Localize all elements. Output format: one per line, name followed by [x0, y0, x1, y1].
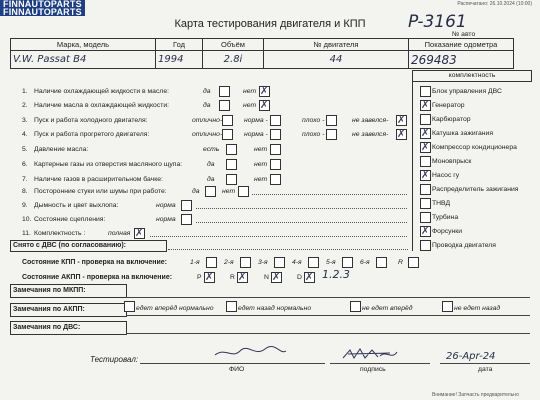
akpp-forward-ok-checkbox[interactable]: [124, 301, 135, 312]
header-value-volume: 2.8i: [203, 51, 264, 69]
q1-yes-checkbox[interactable]: [219, 86, 230, 97]
q4-opt-nostart: не завелся-: [352, 131, 389, 138]
kpp-gear-r: R: [398, 259, 403, 266]
date-label: дата: [478, 366, 493, 373]
remark-dvs-label: Замечания по ДВС:: [13, 324, 81, 331]
kpp-gear-2-checkbox[interactable]: [240, 257, 251, 268]
q5-opt-yes: есть: [203, 146, 220, 153]
q5-text: Давление масла:: [34, 146, 89, 153]
header-value-model: V.W. Passat B4: [11, 51, 156, 69]
component-checkbox-ecu[interactable]: [420, 86, 431, 97]
remark-akpp-label: Замечания по АКПП:: [13, 306, 85, 313]
q8-opt-no: нет: [222, 188, 236, 195]
komplektnost-header: комплектность: [412, 70, 532, 82]
q1-text: Наличие охлаждающей жидкости в масле:: [34, 88, 169, 95]
remark-akpp-line: [126, 315, 530, 316]
q3-text: Пуск и работа холодного двигателя:: [34, 117, 148, 124]
q5-no-checkbox[interactable]: [270, 144, 281, 155]
component-label-ignition-coil: Катушка зажигания: [432, 130, 494, 137]
component-label-injectors: Форсунки: [432, 228, 463, 235]
check-mark-icon: ✗: [135, 228, 144, 239]
remark-akpp-box: [10, 303, 127, 317]
q6-opt-no: нет: [254, 161, 268, 168]
akpp-forward-ok-label: едет вперёд нормально: [136, 305, 214, 312]
q11-num: 11.: [22, 230, 31, 237]
fio-line[interactable]: [140, 363, 325, 364]
handwritten-vehicle-number: P-3161: [408, 12, 467, 32]
remark-mkpp-box: [10, 284, 127, 298]
q7-opt-yes: да: [207, 176, 215, 183]
component-checkbox-ac-compressor[interactable]: [420, 142, 431, 153]
q8-num: 8.: [22, 188, 28, 195]
akpp-gear-p: P: [197, 274, 202, 281]
akpp-no-forward-checkbox[interactable]: [350, 301, 361, 312]
q2-text: Наличие масла в охлаждающей жидкости:: [34, 102, 169, 109]
fio-label: ФИО: [229, 366, 245, 373]
q3-bad-checkbox[interactable]: [326, 115, 337, 126]
q9-num: 9.: [22, 202, 28, 209]
akpp-no-reverse-label: не едет назад: [454, 305, 501, 312]
akpp-no-reverse-checkbox[interactable]: [442, 301, 453, 312]
q8-text: Посторонние стуки или шумы при работе:: [34, 188, 167, 195]
q5-opt-no: нет: [254, 146, 268, 153]
q7-text: Наличие газов в расширительном бачке:: [34, 176, 163, 183]
date-value: 26-Apr-24: [446, 351, 496, 362]
kpp-label: Состояние КПП - проверка на включение:: [22, 259, 167, 266]
q1-no-checkbox[interactable]: [259, 86, 270, 97]
q6-opt-yes: да: [207, 161, 215, 168]
akpp-gear-r-checkbox[interactable]: [237, 272, 248, 283]
signature-image: [340, 344, 400, 364]
q8-dotted-line: [252, 194, 407, 195]
q2-yes-checkbox[interactable]: [219, 100, 230, 111]
q4-bad-checkbox[interactable]: [326, 129, 337, 140]
print-stamp: Распечатано: 26.10.2024 (10:00): [457, 1, 532, 7]
q9-opt-normal: норма: [156, 202, 176, 209]
remark-dvs-box: [10, 321, 127, 335]
q5-num: 5.: [22, 146, 28, 153]
component-label-carburetor: Карбюратор: [432, 116, 471, 123]
component-label-generator: Генератор: [432, 102, 465, 109]
component-label-ecu: Блок управления ДВС: [432, 88, 502, 95]
component-label-distributor: Распределитель зажигания: [432, 186, 519, 193]
right-panel-border: [412, 81, 413, 251]
q11-opt-full: полная: [108, 230, 131, 237]
component-label-mono-injection: Моновпрыск: [432, 158, 472, 165]
check-mark-icon: ✗: [421, 226, 430, 237]
check-mark-icon: ✗: [421, 128, 430, 139]
q10-num: 10.: [22, 216, 32, 223]
company-logo: FINNAUTOPARTS FINNAUTOPARTS: [0, 0, 85, 16]
component-label-ac-compressor: Компрессор кондиционера: [432, 144, 517, 151]
date-line[interactable]: [440, 363, 530, 364]
header-label-year: Год: [156, 39, 203, 51]
q3-num: 3.: [22, 117, 28, 124]
q8-opt-yes: да: [192, 188, 200, 195]
tested-label: Тестировал:: [90, 355, 139, 364]
kpp-gear-3-checkbox[interactable]: [274, 257, 285, 268]
q3-normal-checkbox[interactable]: [270, 115, 281, 126]
q7-opt-no: нет: [254, 176, 268, 183]
remark-dvs-line[interactable]: [126, 333, 530, 334]
component-checkbox-turbo[interactable]: [420, 212, 431, 223]
component-checkbox-wiring[interactable]: [420, 240, 431, 251]
akpp-no-forward-label: не едет вперёд: [362, 305, 413, 312]
q10-text: Состояние сцепления:: [34, 216, 106, 223]
component-label-wiring: Проводка двигателя: [432, 242, 496, 249]
header-label-engine-no: № двигателя: [264, 39, 409, 51]
component-checkbox-carburetor[interactable]: [420, 114, 431, 125]
component-checkbox-ignition-coil[interactable]: [420, 128, 431, 139]
q10-dotted-line: [196, 222, 407, 223]
q4-opt-bad: плохо -: [302, 131, 325, 138]
component-checkbox-injectors[interactable]: [420, 226, 431, 237]
component-checkbox-tnvd[interactable]: [420, 198, 431, 209]
q10-normal-checkbox[interactable]: [181, 214, 192, 225]
q3-excellent-checkbox[interactable]: [222, 115, 233, 126]
q9-dotted-line: [196, 208, 407, 209]
akpp-label: Состояние АКПП - проверка на включение:: [22, 274, 173, 281]
q4-excellent-checkbox[interactable]: [222, 129, 233, 140]
header-value-year: 1994: [156, 51, 203, 69]
q7-num: 7.: [22, 176, 28, 183]
check-mark-icon: ✗: [272, 272, 281, 283]
kpp-gear-2: 2-я: [224, 259, 234, 266]
akpp-gear-d-checkbox[interactable]: [304, 272, 315, 283]
q1-opt-yes: да: [203, 88, 211, 95]
q11-dotted-line: [150, 236, 407, 237]
q3-opt-nostart: не завелся-: [352, 117, 389, 124]
component-label-tnvd: ТНВД: [432, 200, 451, 207]
check-mark-icon: ✗: [260, 100, 269, 111]
check-mark-icon: ✗: [421, 142, 430, 153]
q4-nostart-checkbox[interactable]: [396, 129, 407, 140]
akpp-gear-d: D: [297, 274, 302, 281]
component-label-ps-pump: Насос гу: [432, 172, 460, 179]
removed-label: Снято с ДВС (по согласованию):: [13, 242, 127, 249]
no-auto-label: № авто: [452, 31, 476, 38]
component-checkbox-ps-pump[interactable]: [420, 170, 431, 181]
q2-num: 2.: [22, 102, 28, 109]
kpp-gear-r-checkbox[interactable]: [408, 257, 419, 268]
q8-no-checkbox[interactable]: [238, 186, 249, 197]
removed-label-box: [10, 240, 167, 252]
akpp-reverse-ok-checkbox[interactable]: [226, 301, 237, 312]
header-label-odometer: Показание одометра: [409, 39, 514, 51]
q9-normal-checkbox[interactable]: [181, 200, 192, 211]
kpp-gear-6-checkbox[interactable]: [376, 257, 387, 268]
q4-normal-checkbox[interactable]: [270, 129, 281, 140]
footer-note: Внимание! Запчасть предварительно: [432, 392, 519, 398]
check-mark-icon: ✗: [305, 272, 314, 283]
akpp-gear-n-checkbox[interactable]: [271, 272, 282, 283]
header-label-volume: Объём: [203, 39, 264, 51]
check-mark-icon: ✗: [421, 170, 430, 181]
q6-num: 6.: [22, 161, 28, 168]
q3-nostart-checkbox[interactable]: [396, 115, 407, 126]
check-mark-icon: ✗: [205, 272, 214, 283]
header-value-odometer: 269483: [409, 51, 514, 69]
q3-opt-excellent: отлично-: [192, 117, 223, 124]
q11-full-checkbox[interactable]: [134, 228, 145, 239]
q4-text: Пуск и работа прогретого двигателя:: [34, 131, 150, 138]
q10-opt-normal: норма: [156, 216, 176, 223]
component-checkbox-generator[interactable]: [420, 100, 431, 111]
akpp-reverse-ok-label: едет назад нормально: [238, 305, 312, 312]
check-mark-icon: ✗: [397, 129, 406, 140]
kpp-gear-1-checkbox[interactable]: [206, 257, 217, 268]
q4-opt-excellent: отлично-: [192, 131, 223, 138]
q6-text: Картерные газы из отверстия масляного щупа:: [34, 161, 183, 168]
q3-opt-normal: норма -: [244, 117, 268, 124]
check-mark-icon: ✗: [397, 115, 406, 126]
component-checkbox-mono-injection[interactable]: [420, 156, 431, 167]
q1-opt-no: нет: [243, 88, 257, 95]
signature-label: подпись: [360, 366, 386, 373]
removed-dotted-line: [168, 249, 408, 250]
q4-opt-normal: норма -: [244, 131, 268, 138]
kpp-gear-1: 1-я: [190, 259, 200, 266]
q2-opt-no: нет: [243, 102, 257, 109]
kpp-gear-3: 3-я: [258, 259, 268, 266]
kpp-gear-5: 5-я: [326, 259, 336, 266]
q7-no-checkbox[interactable]: [270, 174, 281, 185]
check-mark-icon: ✗: [421, 100, 430, 111]
kpp-gear-4: 4-я: [292, 259, 302, 266]
component-checkbox-distributor[interactable]: [420, 184, 431, 195]
kpp-gear-4-checkbox[interactable]: [308, 257, 319, 268]
q2-no-checkbox[interactable]: [259, 100, 270, 111]
remark-mkpp-line[interactable]: [126, 297, 530, 298]
q6-yes-checkbox[interactable]: [226, 159, 237, 170]
q2-opt-yes: да: [203, 102, 211, 109]
header-label-model: Марка, модель: [11, 39, 156, 51]
akpp-gear-p-checkbox[interactable]: [204, 272, 215, 283]
component-label-turbo: Турбина: [432, 214, 459, 221]
akpp-gear-n: N: [264, 274, 269, 281]
check-mark-icon: ✗: [238, 272, 247, 283]
kpp-gear-5-checkbox[interactable]: [342, 257, 353, 268]
akpp-gear-r: R: [230, 274, 235, 281]
q5-yes-checkbox[interactable]: [226, 144, 237, 155]
q8-yes-checkbox[interactable]: [205, 186, 216, 197]
vehicle-header-table: [10, 38, 514, 69]
header-value-engine-no: 44: [264, 51, 409, 69]
remark-mkpp-label: Замечания по МКПП:: [13, 287, 86, 294]
q3-opt-bad: плохо -: [302, 117, 325, 124]
q7-yes-checkbox[interactable]: [226, 174, 237, 185]
q4-num: 4.: [22, 131, 28, 138]
kpp-gear-6: 6-я: [360, 259, 370, 266]
q11-text: Комплектность :: [34, 230, 86, 237]
q9-text: Дымность и цвет выхлопа:: [34, 202, 119, 209]
q6-no-checkbox[interactable]: [270, 159, 281, 170]
fio-scribble: [210, 343, 290, 363]
akpp-handwritten-gears: 1.2.3: [322, 268, 350, 281]
q1-num: 1.: [22, 88, 28, 95]
page-title: Карта тестирования двигателя и КПП: [174, 18, 366, 30]
check-mark-icon: ✗: [260, 86, 269, 97]
